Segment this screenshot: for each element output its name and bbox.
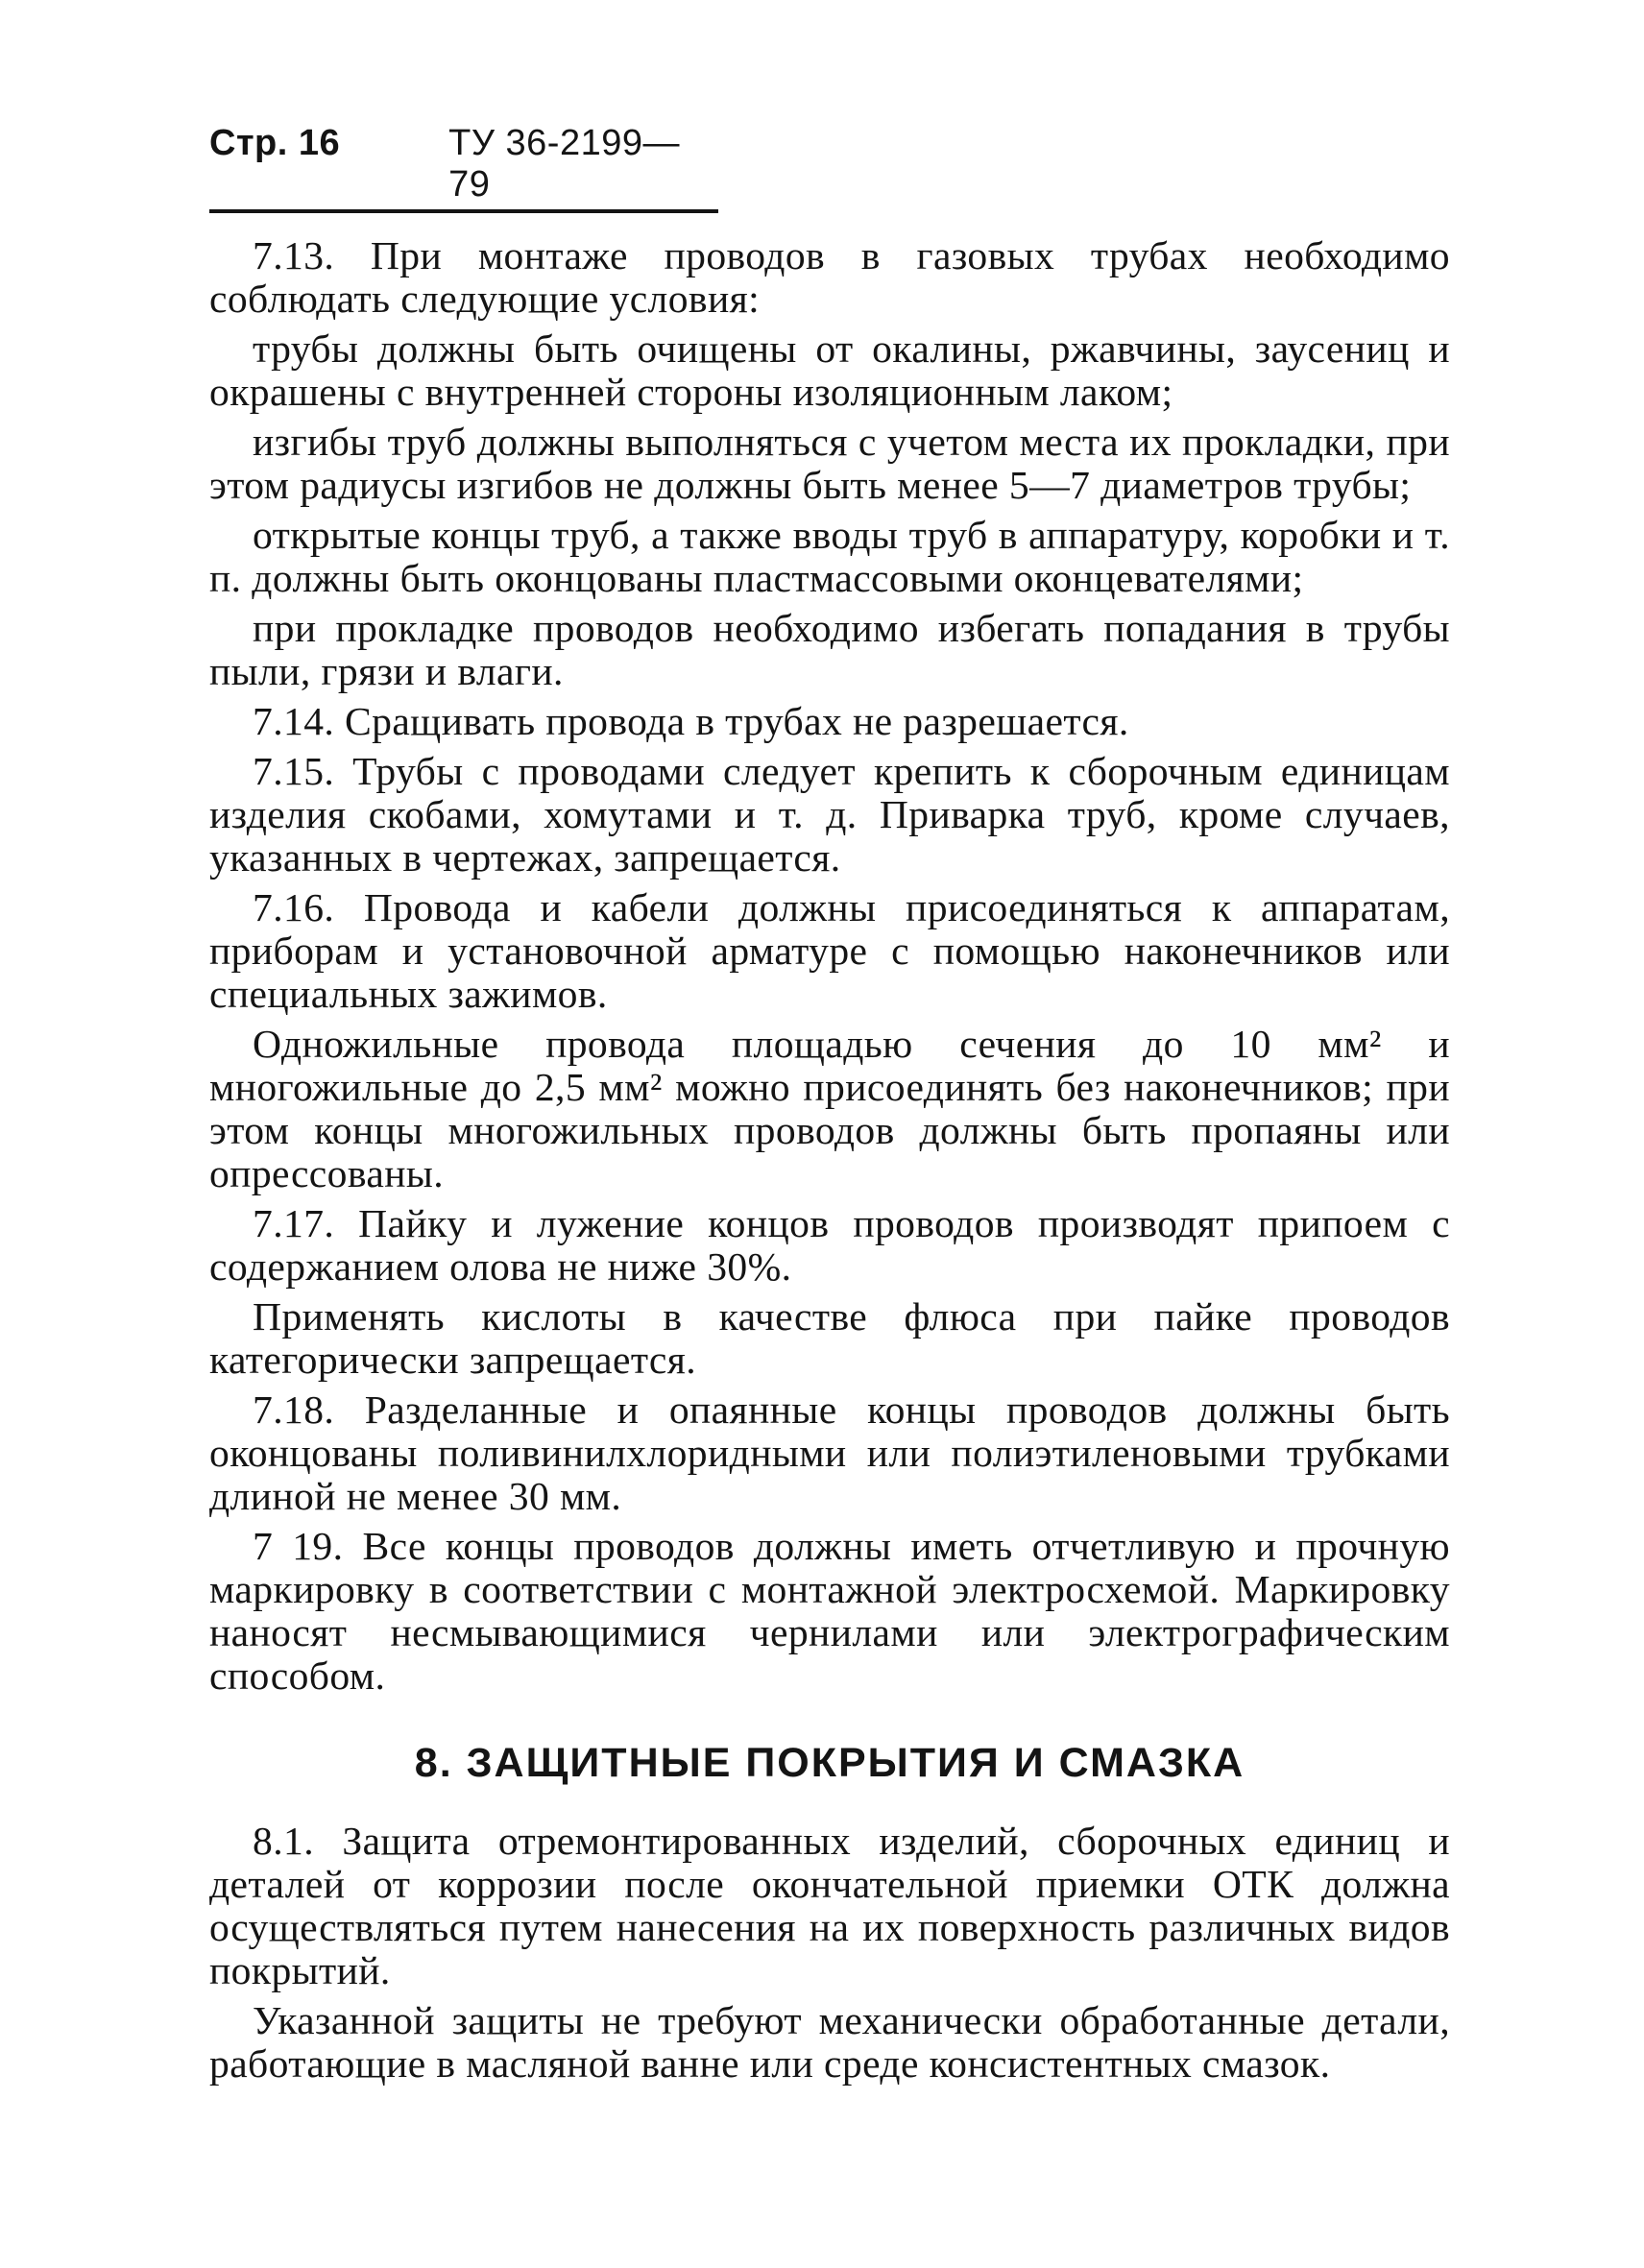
paragraph-7-13-item-3: открытые концы труб, а также вводы труб в аппаратуру, коробки и т. п. должны быть оконцованы пластмассовыми оконцевателями;	[209, 513, 1450, 600]
section-8-title: 8. ЗАЩИТНЫЕ ПОКРЫТИЯ И СМАЗКА	[414, 1740, 1245, 1786]
paragraph-7-13-item-1: трубы должны быть очищены от окалины, ржавчины, заусениц и окрашены с внутренней стороны изоляционным лаком;	[209, 326, 1450, 414]
paragraph-7-17-acids: Применять кислоты в качестве флюса при пайке проводов категорически запрещается.	[209, 1294, 1450, 1382]
paragraph-7-15: 7.15. Трубы с проводами следует крепить к сборочным единицам изделия скобами, хомутами и т. д. Приварка труб, кроме случаев, указанных в чертежах, запрещается.	[209, 749, 1450, 880]
section-8-body	[209, 1820, 1450, 2086]
paragraph-7-16-wires: Одножильные провода площадью сечения до 10 мм² и многожильные до 2,5 мм² можно присоединять без наконечников; при этом концы многожильных проводов должны быть пропаяны или опрессованы.	[209, 1022, 1450, 1195]
page-header	[209, 123, 718, 213]
paragraph-8-1-exception: Указанной защиты не требуют механически обработанные детали, работающие в масляной ванне или среде консистентных смазок.	[209, 1998, 1450, 2086]
document-page	[209, 123, 1450, 2092]
paragraph-7-13-item-2: изгибы труб должны выполняться с учетом места их прокладки, при этом радиусы изгибов не должны быть менее 5—7 диаметров трубы;	[209, 420, 1450, 507]
page-number: Стр. 16	[209, 123, 341, 163]
paragraph-7-13-item-4: при прокладке проводов необходимо избегать попадания в трубы пыли, грязи и влаги.	[209, 606, 1450, 693]
paragraph-8-1: 8.1. Защита отремонтированных изделий, сборочных единиц и деталей от коррозии после окончательной приемки ОТК должна осуществляться путем нанесения на их поверхность различных видов покрытий.	[209, 1819, 1450, 1992]
section-7-body	[209, 234, 1450, 1698]
paragraph-7-18: 7.18. Разделанные и опаянные концы проводов должны быть оконцованы поливинилхлоридными или полиэтиленовыми трубками длиной не менее 30 мм.	[209, 1387, 1450, 1518]
document-code: ТУ 36-2199—79	[448, 123, 680, 205]
paragraph-7-13: 7.13. При монтаже проводов в газовых трубах необходимо соблюдать следующие условия:	[209, 233, 1450, 321]
paragraph-7-19: 7 19. Все концы проводов должны иметь отчетливую и прочную маркировку в соответствии с монтажной электросхемой. Маркировку наносят несмывающимися чернилами или электрографическим способом.	[209, 1524, 1450, 1698]
paragraph-7-16: 7.16. Провода и кабели должны присоединяться к аппаратам, приборам и установочной арматуре с помощью наконечников или специальных зажимов.	[209, 885, 1450, 1016]
paragraph-7-17: 7.17. Пайку и лужение концов проводов производят припоем с содержанием олова не ниже 30%.	[209, 1201, 1450, 1289]
paragraph-7-14: 7.14. Сращивать провода в трубах не разрешается.	[253, 699, 1129, 743]
